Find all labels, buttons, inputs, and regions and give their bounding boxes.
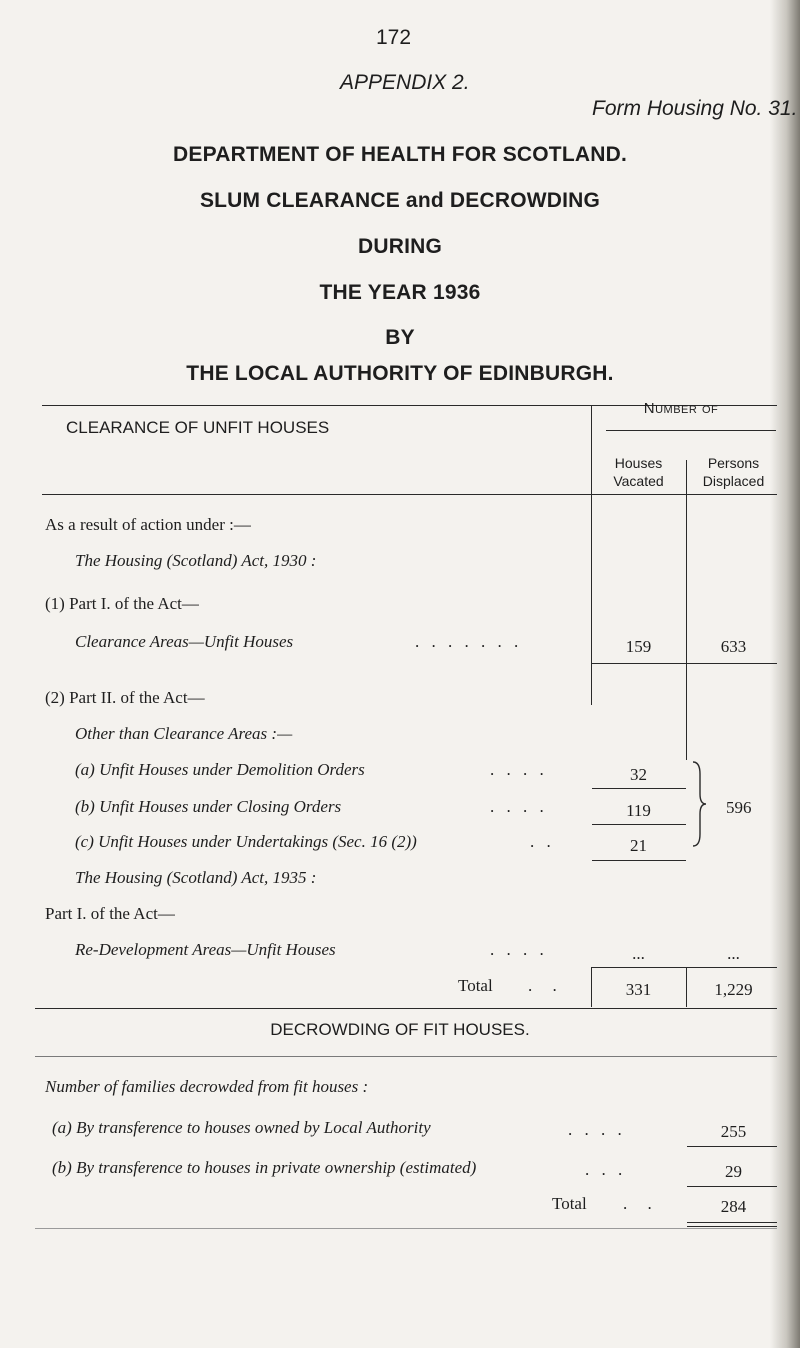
act-1935: The Housing (Scotland) Act, 1935 :	[75, 868, 317, 887]
row-rule	[592, 824, 686, 825]
total-persons-value: 1,229	[714, 980, 753, 999]
brace-bracket	[690, 760, 712, 848]
leader-dots: . . .	[585, 1160, 627, 1179]
intro-text: As a result of action under :—	[45, 515, 251, 534]
private-ownership-value: 29	[725, 1162, 742, 1181]
appendix-label: APPENDIX 2.	[340, 71, 470, 94]
persons-displaced-header	[686, 454, 781, 490]
decrowding-total-label: Total	[552, 1194, 587, 1213]
page-number: 172	[376, 26, 412, 49]
redevelopment-houses-value: ...	[632, 944, 645, 963]
heading-line-5: BY	[385, 326, 415, 349]
heading-line-1: DEPARTMENT OF HEALTH FOR SCOTLAND.	[173, 143, 627, 166]
double-rule-top	[687, 1222, 777, 1223]
row-rule	[592, 788, 686, 789]
clearance-section-title: CLEARANCE OF UNFIT HOUSES	[66, 418, 330, 437]
total-rule	[592, 967, 777, 968]
part-2-persons-value: 596	[726, 798, 752, 817]
row-rule	[687, 1146, 777, 1147]
decrowding-total-value: 284	[720, 1197, 747, 1216]
part-2-heading: (2) Part II. of the Act—	[45, 688, 205, 707]
form-reference: Form Housing No. 31.	[592, 97, 798, 120]
double-rule-bottom	[687, 1226, 777, 1227]
act-1930: The Housing (Scotland) Act, 1930 :	[75, 551, 317, 570]
leader-dots: . . . .	[490, 940, 548, 959]
undertakings-value: 21	[630, 836, 647, 855]
redevelopment-label: Re-Development Areas—Unfit Houses	[75, 940, 336, 959]
demolition-orders-label: (a) Unfit Houses under Demolition Orders	[75, 760, 365, 779]
leader-dots: . . . . . . .	[415, 632, 523, 651]
local-authority-value: 255	[720, 1122, 747, 1141]
part-1-heading: (1) Part I. of the Act—	[45, 594, 199, 613]
number-of-rule	[606, 430, 776, 431]
clearance-areas-label: Clearance Areas—Unfit Houses	[75, 632, 294, 651]
total-houses-value: 331	[625, 980, 652, 999]
section-rule	[35, 1056, 777, 1057]
part-1-1935-heading: Part I. of the Act—	[45, 904, 175, 923]
private-ownership-label: (b) By transference to houses in private ownership (estimated)	[52, 1158, 477, 1177]
row-rule	[592, 663, 777, 664]
total-label: Total	[458, 976, 493, 995]
row-rule	[592, 860, 686, 861]
heading-line-6: THE LOCAL AUTHORITY OF EDINBURGH.	[186, 362, 614, 385]
leader-dots: . . . .	[490, 760, 548, 779]
decrowding-intro: Number of families decrowded from fit houses :	[45, 1077, 369, 1096]
other-than-label: Other than Clearance Areas :—	[75, 724, 293, 743]
demolition-orders-value: 32	[630, 765, 647, 784]
persons-header-line-2: Displaced	[702, 473, 765, 489]
houses-header-line-2: Vacated	[613, 473, 664, 489]
number-of-header: Number of	[643, 400, 719, 417]
leader-dots: . .	[623, 1194, 660, 1213]
leader-dots: . .	[530, 832, 555, 851]
houses-vacated-header	[591, 454, 686, 490]
table-header-rule	[42, 494, 777, 495]
heading-line-4: THE YEAR 1936	[319, 281, 481, 304]
column-divider-2	[686, 460, 687, 760]
closing-orders-label: (b) Unfit Houses under Closing Orders	[75, 797, 342, 816]
houses-header-line-1: Houses	[614, 455, 663, 471]
column-divider-1	[591, 405, 592, 705]
heading-line-3: DURING	[357, 235, 443, 258]
redevelopment-persons-value: ...	[727, 944, 740, 963]
row-rule	[687, 1186, 777, 1187]
leader-dots: . . . .	[568, 1120, 626, 1139]
heading-line-2: SLUM CLEARANCE and DECROWDING	[199, 189, 601, 212]
leader-dots: . . . .	[490, 797, 548, 816]
leader-dots: . .	[528, 976, 565, 995]
closing-orders-value: 119	[626, 801, 651, 820]
undertakings-label: (c) Unfit Houses under Undertakings (Sec. 16 (2))	[75, 832, 417, 851]
decrowding-section-title: DECROWDING OF FIT HOUSES.	[270, 1020, 530, 1039]
clearance-houses-value: 159	[625, 637, 652, 656]
page-bottom-rule	[35, 1228, 777, 1229]
persons-header-line-1: Persons	[707, 455, 760, 471]
table-bottom-rule	[35, 1008, 777, 1009]
local-authority-label: (a) By transference to houses owned by Local Authority	[52, 1118, 431, 1137]
clearance-persons-value: 633	[720, 637, 747, 656]
